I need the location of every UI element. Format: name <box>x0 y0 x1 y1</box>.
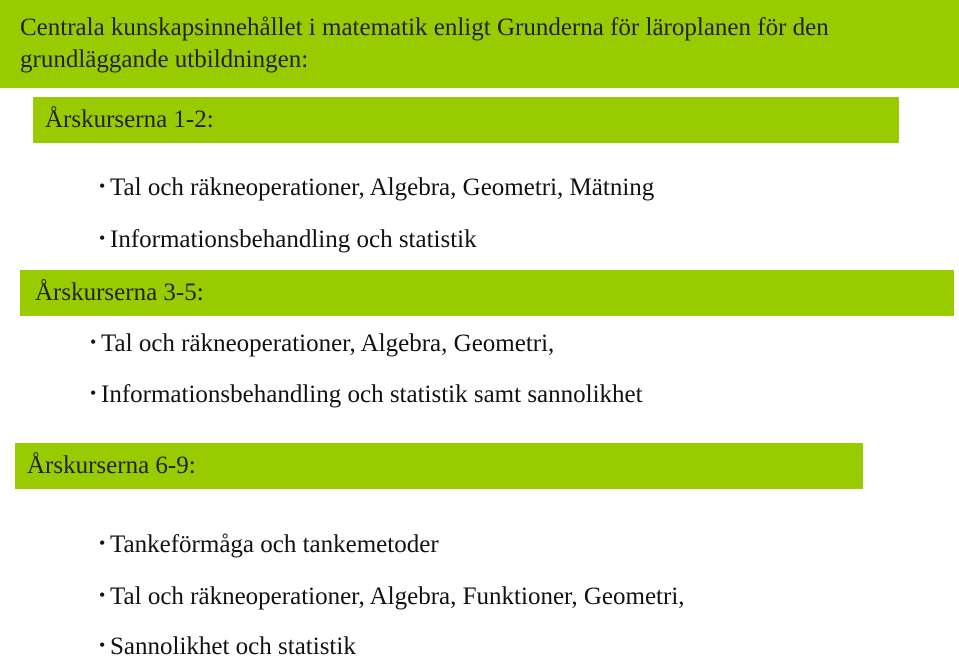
list-item-text: Sannolikhet och statistik <box>110 633 356 660</box>
page-title: Centrala kunskapsinnehållet i matematik enligt Grunderna för läroplanen för den grundläggande utbildningen: <box>20 14 829 73</box>
list-item-text: Informationsbehandling och statistik <box>110 226 477 253</box>
list-item <box>99 580 685 612</box>
list-item-text: Informationsbehandling och statistik samt sannolikhet <box>101 381 643 408</box>
title-banner <box>0 0 959 88</box>
section-heading-band-grades-3-5 <box>20 270 954 316</box>
bullet-icon: • <box>90 383 97 403</box>
list-item-text: Tankeförmåga och tankemetoder <box>110 531 439 558</box>
bullet-icon: • <box>99 228 106 248</box>
list-item <box>99 171 654 203</box>
bullet-icon: • <box>99 533 106 553</box>
list-item-text: Tal och räkneoperationer, Algebra, Geometri, Mätning <box>110 174 655 201</box>
list-item <box>90 327 554 359</box>
list-item <box>90 378 643 410</box>
section-heading-grades-3-5: Årskurserna 3-5: <box>35 279 204 306</box>
section-heading-band-grades-1-2 <box>33 97 899 143</box>
list-item <box>99 223 477 255</box>
section-heading-band-grades-6-9 <box>15 443 863 489</box>
section-heading-grades-1-2: Årskurserna 1-2: <box>45 106 214 133</box>
bullet-icon: • <box>99 635 106 655</box>
list-item-text: Tal och räkneoperationer, Algebra, Geometri, <box>101 330 555 357</box>
section-heading-grades-6-9: Årskurserna 6-9: <box>27 452 196 479</box>
list-item <box>99 528 439 560</box>
bullet-icon: • <box>99 585 106 605</box>
list-item <box>99 630 356 662</box>
bullet-icon: • <box>99 176 106 196</box>
list-item-text: Tal och räkneoperationer, Algebra, Funktioner, Geometri, <box>110 583 685 610</box>
bullet-icon: • <box>90 332 97 352</box>
